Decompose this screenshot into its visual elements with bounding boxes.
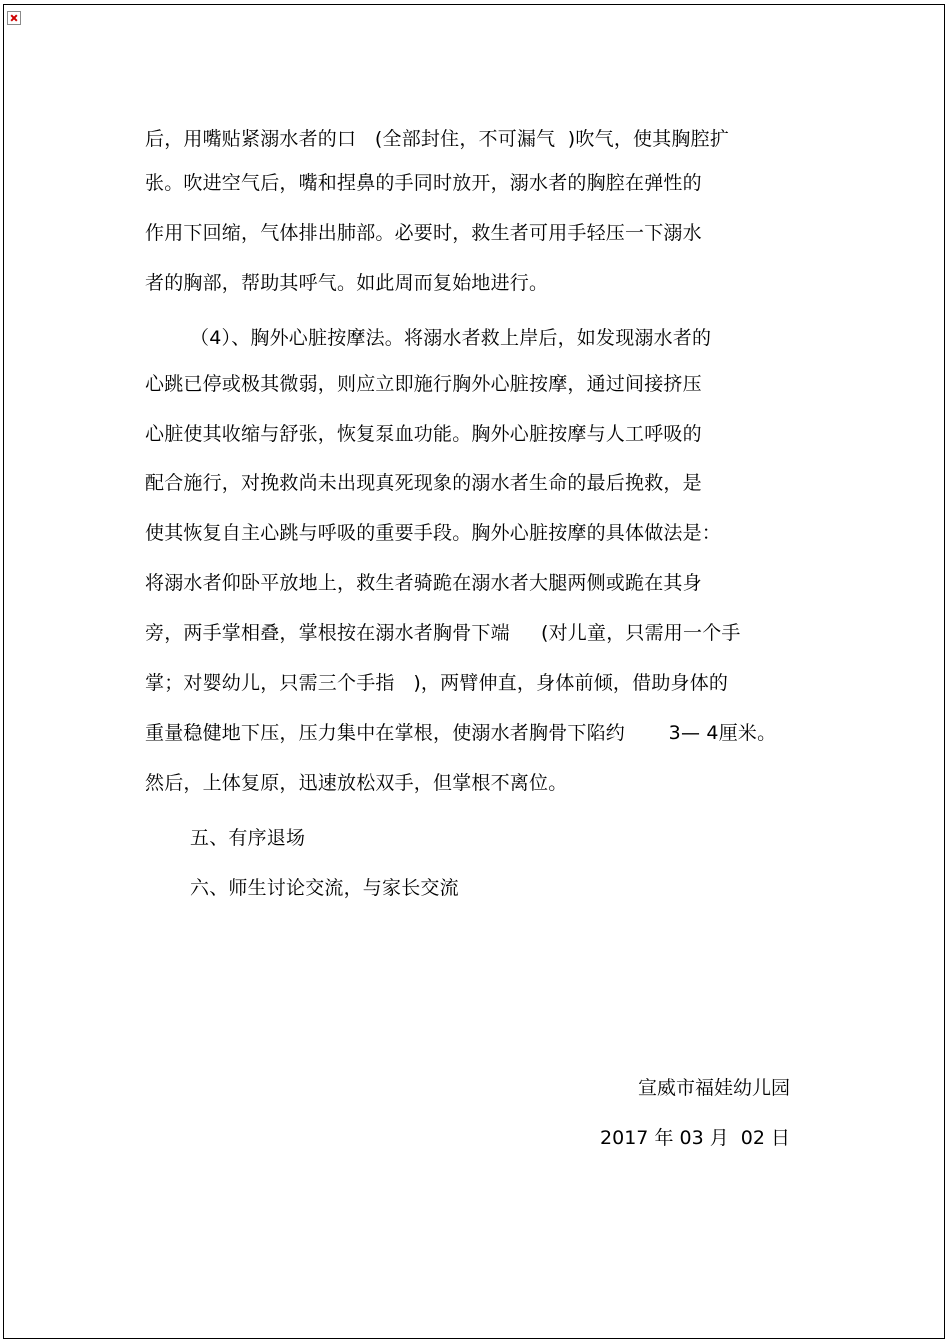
paragraph-line: 然后，上体复原，迅速放松双手，但掌根不离位。 — [145, 772, 568, 794]
signature-date: 2017 年 03 月 02 日 — [600, 1127, 790, 1149]
section-six-heading: 六、师生讨论交流，与家长交流 — [190, 877, 459, 899]
paragraph-line: 心脏使其收缩与舒张，恢复泵血功能。胸外心脏按摩与人工呼吸的 — [145, 423, 702, 445]
paragraph-line: 掌；对婴幼儿，只需三个手指 )，两臂伸直，身体前倾，借助身体的 — [145, 672, 729, 694]
paragraph-line: 后，用嘴贴紧溺水者的口 (全部封住，不可漏气 )吹气，使其胸腔扩 — [145, 128, 730, 150]
paragraph-line: 将溺水者仰卧平放地上，救生者骑跪在溺水者大腿两侧或跪在其身 — [145, 572, 702, 594]
paragraph-line: 者的胸部，帮助其呼气。如此周而复始地进行。 — [145, 272, 549, 294]
paragraph-line: 配合施行，对挽救尚未出现真死现象的溺水者生命的最后挽救，是 — [145, 472, 702, 494]
paragraph-line: 旁，两手掌相叠，掌根按在溺水者胸骨下端 (对儿童，只需用一个手 — [145, 622, 741, 644]
paragraph-line: 作用下回缩，气体排出肺部。必要时，救生者可用手轻压一下溺水 — [145, 222, 702, 244]
paragraph-line: 重量稳健地下压，压力集中在掌根，使溺水者胸骨下陷约 3— 4厘米。 — [145, 722, 777, 744]
signature-organization: 宣威市福娃幼儿园 — [637, 1077, 790, 1099]
paragraph-line: （4）、胸外心脏按摩法。将溺水者救上岸后，如发现溺水者的 — [190, 327, 712, 349]
paragraph-line: 张。吹进空气后，嘴和捏鼻的手同时放开，溺水者的胸腔在弹性的 — [145, 172, 702, 194]
section-five-heading: 五、有序退场 — [190, 827, 306, 849]
broken-image-icon — [7, 11, 21, 25]
paragraph-line: 心跳已停或极其微弱，则应立即施行胸外心脏按摩，通过间接挤压 — [145, 373, 702, 395]
paragraph-line: 使其恢复自主心跳与呼吸的重要手段。胸外心脏按摩的具体做法是： — [145, 522, 722, 544]
